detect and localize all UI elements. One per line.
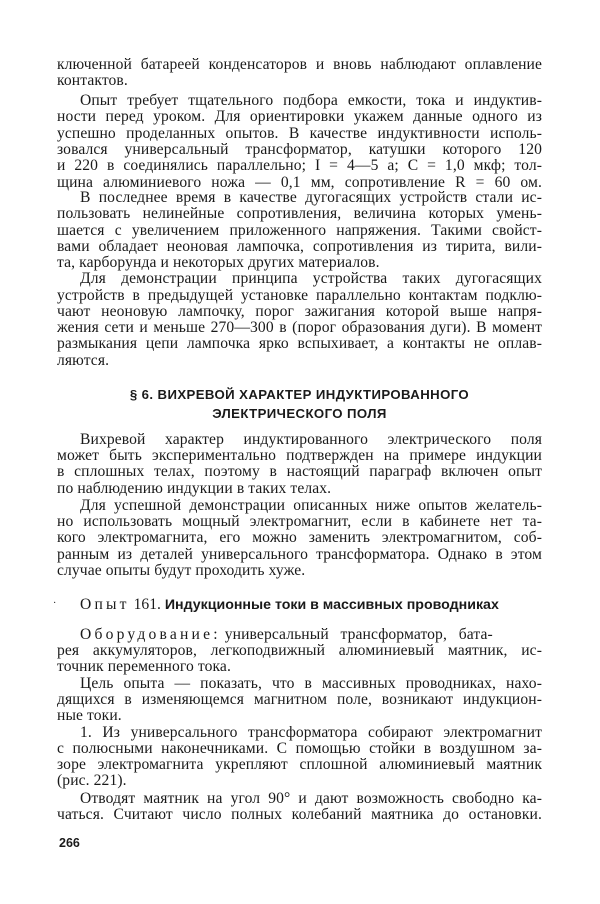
text-line: с полюсными наконечниками. С помощью стойки в воздушном за- [57,740,542,757]
text-line: но использовать мощный электромагнит, если в кабинете нет та- [57,513,542,530]
text-line: зоре электромагнита укрепляют сплошной алюминиевый маятник [57,756,542,773]
text-line: может быть экспериментально подтвержден на примере индукции [57,447,542,464]
text-line: ности перед уроком. Для ориентировки укажем данные одного из [57,108,542,125]
text-line: 1. Из универсального трансформатора собирают электромагнит [80,724,542,741]
text-line: ранным из деталей универсального трансформатора. Однако в этом [57,546,542,563]
text-line: случае опыты будут проходить хуже. [57,562,306,579]
experiment-number: 161. [133,596,161,613]
text-line: Опыт требует тщательного подбора емкости, тока и индуктив- [80,92,542,109]
text-line: вами обладает неоновая лампочка, сопротивления из тирита, вили- [57,238,542,255]
text-line: Для демонстрации принципа устройства таких дугогасящих [80,270,542,287]
text-line: контактов. [57,72,128,89]
text-line: та, карборунда и некоторых других материалов. [57,254,380,271]
experiment-label: Опыт [80,596,130,613]
text-line: чают неоновую лампочку, порог зажигания которой выше напря- [57,303,542,320]
equipment-text: универсальный трансформатор, бата- [224,626,493,643]
text-line: по наблюдению индукции в таких телах. [57,480,332,497]
text-line: кого электромагнита, его можно заменить электромагнитом, соб- [57,529,542,546]
text-line: дящихся в изменяющемся магнитном поле, возникают индукцион- [57,691,542,708]
text-line: щина алюминиевого ножа — 0,1 мм, сопротивление R = 60 ом. [57,174,542,191]
text-line: зовался универсальный трансформатор, катушки которого 120 [57,141,542,158]
page-number: 266 [59,836,80,850]
text-line: В последнее время в качестве дугогасящих устройств стали ис- [80,189,542,206]
text-line: точник переменного тока. [57,658,231,675]
text-line: успешно проделанных опытов. В качестве индуктивности исполь- [57,125,542,142]
text-line: Отводят маятник на угол 90° и дают возможность свободно ка- [80,790,542,807]
text-line: и 220 в соединялись параллельно; I = 4—5 а; C = 1,0 мкф; тол- [57,157,542,174]
scan-speck: · [53,598,57,609]
section-heading-line-2: ЭЛЕКТРИЧЕСКОГО ПОЛЯ [212,406,387,421]
text-line: ные токи. [57,707,122,724]
text-line: Вихревой характер индуктированного электрического поля [80,431,542,448]
text-line: размыкания цепи лампочка ярко вспыхивает, а контакты не оплав- [57,335,542,352]
text-line: шается с увеличением приложенного напряжения. Такими свойст- [57,222,542,239]
text-line: устройств в предыдущей установке параллельно контактам подклю- [57,287,542,304]
text-line: пользовать нелинейные сопротивления, величина которых умень- [57,205,542,222]
text-line: чаться. Считают число полных колебаний маятника до остановки. [57,806,542,823]
text-line: ключенной батареей конденсаторов и вновь наблюдают оплавление [57,56,542,73]
experiment-title [80,596,542,614]
text-line: в сплошных телах, поэтому в настоящий параграф включен опыт [57,463,542,480]
text-line: жения сети и меньше 270—300 в (порог образования дуги). В момент [57,319,542,336]
text-line: Цель опыта — показать, что в массивных проводниках, нахо- [80,675,542,692]
text-line [80,626,542,643]
equipment-label: Оборудование: [80,626,221,643]
text-line: Для успешной демонстрации описанных ниже опытов желатель- [80,497,542,514]
section-heading-line-1: § 6. ВИХРЕВОЙ ХАРАКТЕР ИНДУКТИРОВАННОГО [129,387,470,402]
text-line: ляются. [57,352,110,369]
text-line: (рис. 221). [57,772,127,789]
text-line: рея аккумуляторов, легкоподвижный алюминиевый маятник, ис- [57,642,542,659]
experiment-name: Индукционные токи в массивных проводниках [164,597,499,613]
